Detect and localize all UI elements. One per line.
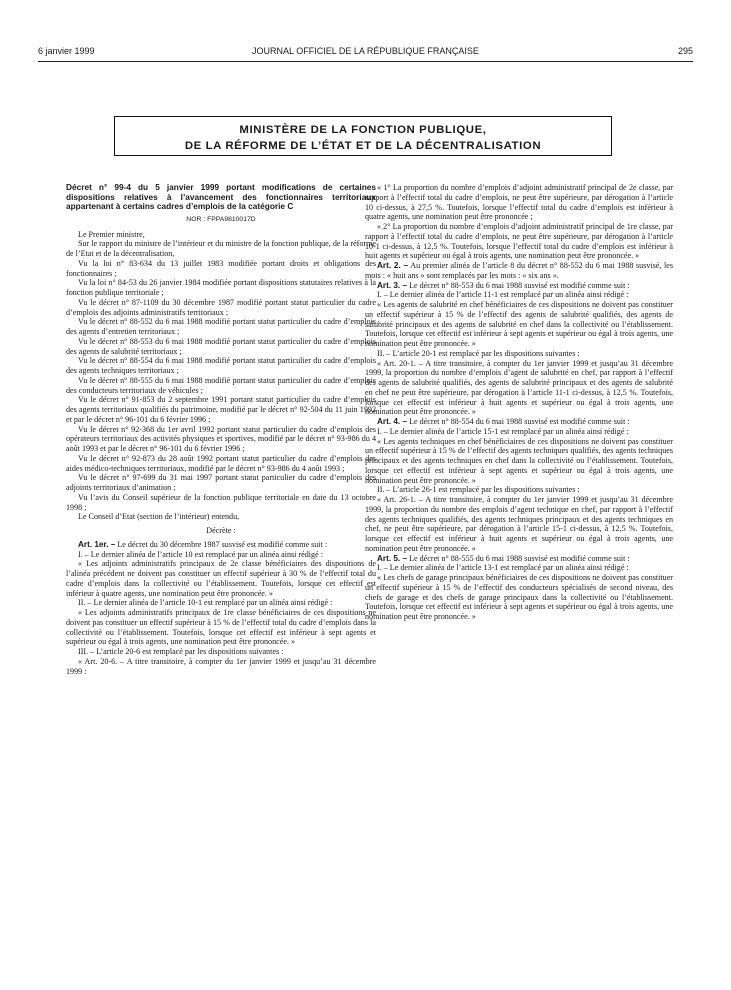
paragraph: « 2° La proportion du nombre d’emplois d’adjoint administratif principal de 1re classe, par rapport à l’effectif total du cadre d’emplois, ne peut être supérieure, par dérogation à l’article 10-1 ci-dessus, à 12,5 %. Toutefois, lorsque l’effectif total du cadre d’emplois est inférieur à huit agents et supérieur ou égal à trois agents, une nomination peut être prononcée. »: [365, 222, 673, 261]
left-column: [66, 183, 376, 676]
article-1: [66, 540, 376, 550]
nor-reference: NOR : FPPA9810017D: [186, 215, 256, 223]
article-2: [365, 261, 673, 281]
paragraph: I. – Le dernier alinéa de l’article 15-1 est remplacé par un alinéa ainsi rédigé :: [377, 426, 629, 436]
paragraph: Le Conseil d’Etat (section de l’intérieur) entendu,: [78, 512, 240, 522]
paragraph: « 1° La proportion du nombre d’emplois d’adjoint administratif principal de 2e classe, par rapport à l’effectif total du cadre d’emplois, ne peut être supérieure, par dérogation à l’article 10 ci-dessus, à 27,5 %. Toutefois, lorsque l’effectif total du cadre d’emplois est inférieur à quatre agents, une nomination peut être prononcée ;: [365, 183, 673, 222]
paragraph: Vu le décret n° 87-1109 du 30 décembre 1987 modifié portant statut particulier du cadre d’emplois des adjoints administratifs territoriaux ;: [66, 297, 376, 317]
article-label: Art. 1er. –: [78, 539, 116, 549]
paragraph: Vu le décret n° 88-553 du 6 mai 1988 modifié portant statut particulier du cadre d’emplois des agents de salubrité territoriaux ;: [66, 336, 376, 356]
article-text: Le décret du 30 décembre 1987 susvisé est modifié comme suit :: [117, 539, 328, 549]
ministry-line-2: DE LA RÉFORME DE L’ÉTAT ET DE LA DÉCENTRALISATION: [184, 140, 542, 152]
paragraph: Vu le décret n° 92-873 du 28 août 1992 portant statut particulier du cadre d’emplois des aides médico-techniques territoriaux, modifié par le décret n° 93-986 du 4 août 1993 ;: [66, 453, 376, 473]
article-text: Le décret n° 88-553 du 6 mai 1988 susvisé est modifié comme suit :: [409, 280, 630, 290]
header-date: 6 janvier 1999: [38, 46, 95, 56]
header-rule: [38, 61, 693, 62]
paragraph: I. – Le dernier alinéa de l’article 10 est remplacé par un alinéa ainsi rédigé :: [78, 549, 323, 559]
article-5: [365, 554, 673, 564]
paragraph: Vu le décret n° 92-368 du 1er avril 1992 portant statut particulier du cadre d’emplois des opérateurs territoriaux des activités physiques et sportives, modifié par le décret n° 93-986 du 4 août 1993 et par le décret n° 96-101 du 6 février 1996 ;: [66, 424, 376, 454]
paragraph: « Art. 20-1. – A titre transitoire, à compter du 1er janvier 1999 et jusqu’au 31 décembre 1999, la proportion du nombre d’emplois d’agent de salubrité en chef, par rapport à l’effectif des agents de salubrité qualifiés, des agents de salubrité principaux et des agents de salubrité en chef ne peut être supérieure, par dérogation à l’article 11-1 ci-dessus, à 12,5 %. Toutefois, lorsque cet effectif est inférieur à huit agents et supérieur ou égal à trois agents, une nomination peut être prononcée. »: [365, 358, 673, 417]
paragraph: « Les agents techniques en chef bénéficiaires de ces dispositions ne doivent pas constituer un effectif supérieur à 15 % de l’effectif des agents techniques qualifiés, des agents techniques principaux et des agents techniques en chef dans la collectivité ou l’établissement. Toutefois, lorsque cet effectif est inférieur à sept agents et supérieur ou égal à trois agents, une nomination peut être prononcée. »: [365, 436, 673, 485]
article-label: Art. 3. –: [377, 280, 408, 290]
decree-title: Décret n° 99-4 du 5 janvier 1999 portant modifications de certaines dispositions relatives à l’avancement des fonctionnaires territoriaux appartenant à certains cadres d’emplois de la catégorie C: [66, 182, 376, 212]
paragraph: Le Premier ministre,: [78, 229, 145, 239]
paragraph: « Art. 26-1. – A titre transitoire, à compter du 1er janvier 1999 et jusqu’au 31 décembre 1999, la proportion du nombre des emplois d’agent technique en chef, par rapport à l’effectif des agents techniques qualifiés, des agents techniques principaux et des agents techniques en chef, ne peut être supérieure, par dérogation à l’article 15-1 ci-dessus, à 12,5 %. Toutefois, lorsque cet effectif est inférieur à huit agents et supérieur ou égal à trois agents, une nomination peut être prononcée. »: [365, 495, 673, 553]
paragraph: Vu le décret n° 91-853 du 2 septembre 1991 portant statut particulier du cadre d’emplois des agents territoriaux qualifiés du patrimoine, modifié par le décret n° 92-504 du 11 juin 1992 et par le décret n° 96-101 du 6 février 1996 ;: [66, 395, 376, 424]
paragraph: Vu la loi n° 84-53 du 26 janvier 1984 modifiée portant dispositions statutaires relatives à la fonction publique territoriale ;: [66, 278, 376, 298]
article-label: Art. 5. –: [377, 553, 408, 563]
right-column: [365, 183, 673, 622]
paragraph: I. – Le dernier alinéa de l’article 11-1 est remplacé par un alinéa ainsi rédigé :: [377, 290, 629, 300]
paragraph: « Les agents de salubrité en chef bénéficiaires de ces dispositions ne doivent pas constituer un effectif supérieur à 15 % de l’effectif des agents de salubrité qualifiés, des agents de salubrité principaux et des agents de salubrité en chef dans la collectivité ou l’établissement. Toutefois, lorsque cet effectif est inférieur à sept agents et supérieur ou égal à trois agents, une nomination peut être prononcée. »: [365, 300, 673, 348]
paragraph: Vu le décret n° 88-554 du 6 mai 1988 modifié portant statut particulier du cadre d’emplois des agents techniques territoriaux ;: [66, 356, 376, 376]
paragraph: II. – L’article 20-1 est remplacé par les dispositions suivantes :: [377, 348, 580, 358]
ministry-box: [114, 116, 612, 156]
paragraph: Vu le décret n° 88-552 du 6 mai 1988 modifié portant statut particulier du cadre d’emplois des agents d’entretien territoriaux ;: [66, 317, 376, 337]
paragraph: III. – L’article 20-6 est remplacé par les dispositions suivantes :: [78, 647, 284, 657]
journal-title: JOURNAL OFFICIEL DE LA RÉPUBLIQUE FRANÇAISE: [252, 46, 479, 56]
page-header: [38, 46, 693, 58]
paragraph: I. – Le dernier alinéa de l’article 13-1 est remplacé par un alinéa ainsi rédigé :: [377, 563, 629, 573]
decrete-heading: Décrète :: [206, 526, 236, 536]
paragraph: « Art. 20-6. – A titre transitoire, à compter du 1er janvier 1999 et jusqu’au 31 décembre 1999 :: [66, 656, 376, 676]
paragraph: Vu le décret n° 88-555 du 6 mai 1988 modifié portant statut particulier du cadre d’emplois des conducteurs territoriaux de véhicules ;: [66, 375, 376, 395]
paragraph: Vu l’avis du Conseil supérieur de la fonction publique territoriale en date du 13 octobre 1998 ;: [66, 492, 376, 512]
paragraph: Vu le décret n° 97-699 du 31 mai 1997 portant statut particulier du cadre d’emplois des adjoints territoriaux d’animation ;: [66, 473, 376, 493]
paragraph: II. – L’article 26-1 est remplacé par les dispositions suivantes :: [377, 485, 580, 495]
article-label: Art. 2. –: [377, 261, 409, 270]
paragraph: « Les adjoints administratifs principaux de 1re classe bénéficiaires de ces dispositions ne doivent pas constituer un effectif supérieur à 15 % de l’effectif total du cadre d’emplois dans la collectivité ou l’établissement. Toutefois, lorsque cet effectif est inférieur à sept agents et supérieur ou égal à trois agents, une nomination peut être prononcée. »: [66, 608, 376, 647]
article-text: Au premier alinéa de l’article 8 du décret n° 88-552 du 6 mai 1988 susvisé, les mots : « huit ans » sont remplacés par les mots : « six ans ».: [365, 261, 673, 280]
paragraph: Sur le rapport du ministre de l’intérieur et du ministre de la fonction publique, de la réforme de l’Etat et de la décentralisation,: [66, 239, 376, 259]
article-3: [365, 281, 673, 291]
paragraph: Vu la loi n° 83-634 du 13 juillet 1983 modifiée portant droits et obligations des fonctionnaires ;: [66, 258, 376, 278]
paragraph: « Les chefs de garage principaux bénéficiaires de ces dispositions ne doivent pas constituer un effectif supérieur à 15 % de l’effectif des conducteurs spécialisés de second niveau, des chefs de garage et des chefs de garage principaux dans la collectivité ou l’établissement. Toutefois, lorsque cet effectif est inférieur à sept agents et supérieur ou égal à trois agents, une nomination peut être prononcée. »: [365, 573, 673, 621]
article-text: Le décret n° 88-555 du 6 mai 1988 susvisé est modifié comme suit :: [409, 553, 630, 563]
paragraph: II. – Le dernier alinéa de l’article 10-1 est remplacé par un alinéa ainsi rédigé :: [78, 598, 333, 608]
ministry-line-1: MINISTÈRE DE LA FONCTION PUBLIQUE,: [239, 124, 487, 136]
article-text: Le décret n° 88-554 du 6 mai 1988 susvisé est modifié comme suit :: [409, 417, 630, 426]
paragraph: « Les adjoints administratifs principaux de 2e classe bénéficiaires des dispositions de l’alinéa précédent ne doivent pas constituer un effectif supérieur à 30 % de l’effectif total du cadre d’emplois dans la collectivité ou l’établissement. Toutefois, lorsque cet effectif est inférieur à quatre agents, une nomination peut être prononcée. »: [66, 559, 376, 598]
article-4: [365, 417, 673, 427]
article-label: Art. 4. –: [377, 417, 408, 426]
page-number: 295: [677, 46, 693, 56]
